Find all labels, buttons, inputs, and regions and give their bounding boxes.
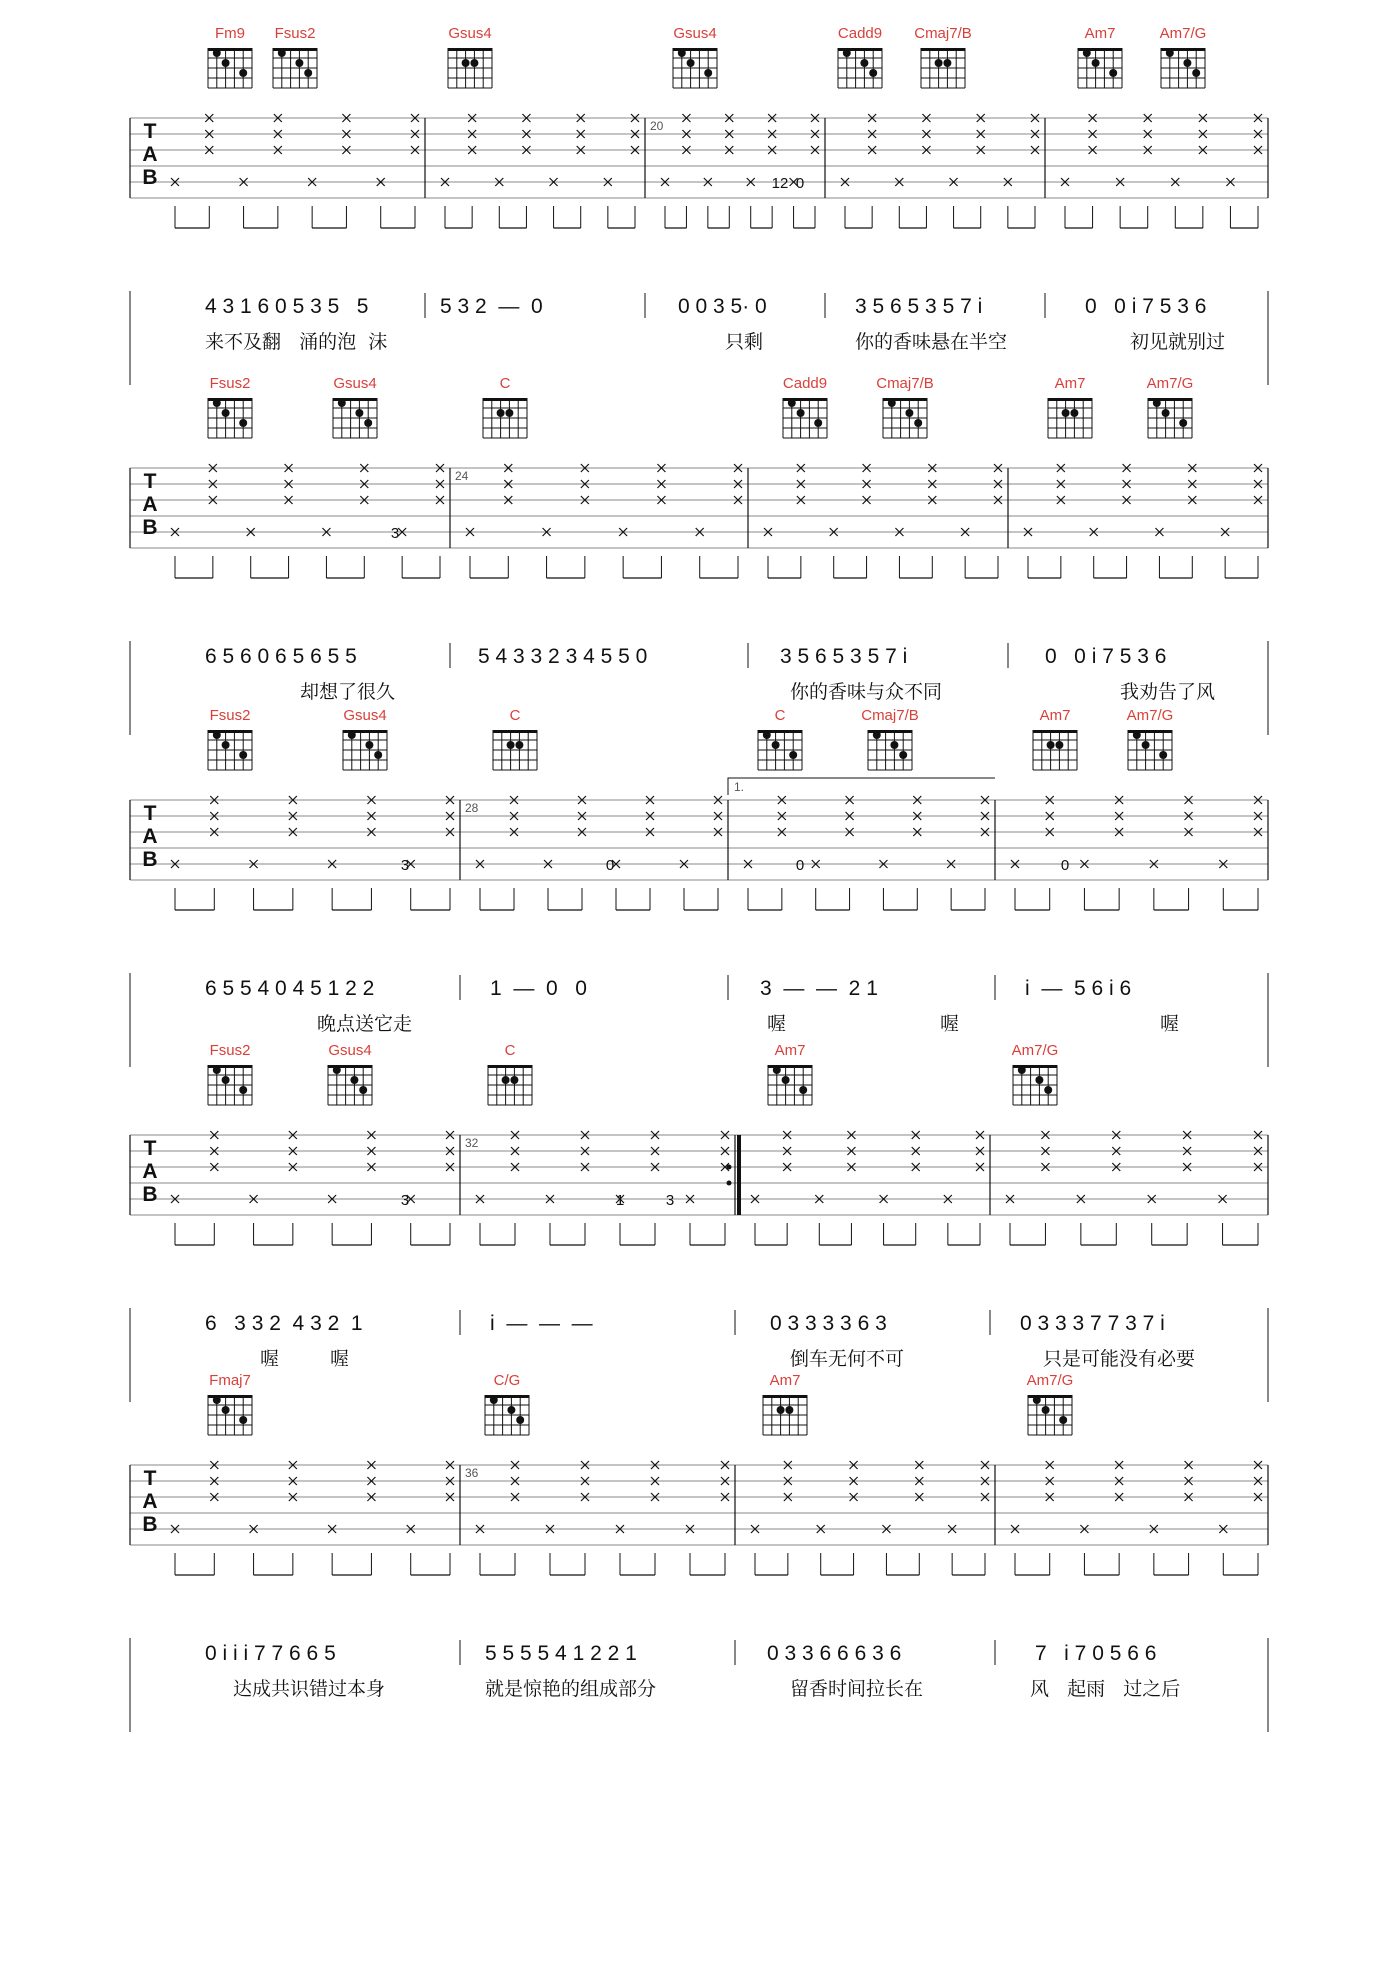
chord-diagram — [328, 1042, 372, 1105]
chord-name: Am7/G — [1026, 1372, 1074, 1389]
measure-number: 24 — [455, 469, 469, 483]
chord-diagram — [1160, 25, 1207, 88]
chord-name: Am7 — [1084, 25, 1116, 42]
notation-measure: 1 — 0 0 — [490, 977, 587, 1000]
chord-diagram — [273, 25, 317, 88]
chord-name: Am7/G — [1146, 375, 1194, 392]
measure-number: 36 — [465, 1466, 479, 1480]
chord-name: Gsus4 — [448, 25, 492, 42]
system-2 — [130, 375, 1268, 735]
chord-name: Fsus2 — [209, 707, 251, 724]
chord-name: C — [499, 375, 511, 392]
lyric-phrase: 喔 — [330, 1348, 350, 1370]
chord-diagram — [1078, 25, 1122, 88]
chord-diagram — [914, 25, 972, 88]
tab-staff — [130, 778, 1268, 910]
tab-annotation: 0 — [795, 175, 805, 192]
notation-measure: 0 0 i 7 5 3 6 — [1085, 295, 1207, 318]
measure-number: 28 — [465, 801, 479, 815]
chord-diagram — [488, 1042, 532, 1105]
lyric-phrase: 喔 — [767, 1013, 787, 1035]
chord-diagram — [208, 375, 252, 438]
notation-measure: 7 i 7 0 5 6 6 — [1035, 1642, 1157, 1665]
lyric-phrase: 喔 — [260, 1348, 280, 1370]
notation-measure: i — 5 6 i 6 — [1025, 977, 1132, 1000]
chord-diagram — [208, 25, 252, 88]
tab-clef-letter: A — [142, 1490, 158, 1513]
chord-name: Fmaj7 — [209, 1372, 251, 1389]
system-1 — [130, 25, 1268, 385]
lyric-phrase: 喔 — [940, 1013, 960, 1035]
notation-measure: 6 5 5 4 0 4 5 1 2 2 — [205, 977, 375, 1000]
tab-clef-letter: A — [142, 143, 158, 166]
tab-clef-letter: A — [142, 1160, 158, 1183]
chord-name: Am7/G — [1159, 25, 1207, 42]
system-5 — [130, 1372, 1268, 1732]
chord-diagram — [768, 1042, 812, 1105]
chord-name: Gsus4 — [328, 1042, 372, 1059]
chord-diagram — [876, 375, 934, 438]
lyrics-line — [300, 680, 1215, 703]
tab-clef-letter: T — [143, 120, 157, 143]
lyric-phrase: 你的香味悬在半空 — [855, 331, 1008, 353]
chord-name: Cmaj7/B — [914, 25, 972, 42]
chord-diagram — [448, 25, 492, 88]
lyric-phrase: 留香时间拉长在 — [790, 1678, 924, 1700]
tab-annotation: 3 — [390, 525, 400, 542]
tab-annotation: 12 — [771, 175, 789, 192]
chord-name: Am7 — [1039, 707, 1071, 724]
chord-name: Cadd9 — [837, 25, 883, 42]
chord-diagram — [208, 707, 252, 770]
lyric-phrase: 却想了很久 — [300, 681, 396, 703]
notation-measure: 4 3 1 6 0 5 3 5 5 — [205, 295, 369, 318]
chord-name: Gsus4 — [343, 707, 387, 724]
chord-diagram — [1012, 1042, 1059, 1105]
tab-clef-letter: B — [142, 1183, 158, 1206]
notation-measure: 0 3 3 3 7 7 3 7 i — [1020, 1312, 1165, 1335]
tab-clef-letter: B — [142, 516, 158, 539]
notation-measure: i — — — — [490, 1312, 593, 1335]
chord-name: Am7/G — [1011, 1042, 1059, 1059]
chord-name: Fsus2 — [209, 375, 251, 392]
tab-clef-letter: B — [142, 1513, 158, 1536]
lyrics-line — [317, 1013, 1179, 1035]
lyric-phrase: 倒车无何不可 — [790, 1348, 905, 1370]
chord-diagram — [783, 375, 827, 438]
tab-clef-letter: T — [143, 1137, 157, 1160]
chord-diagram — [483, 375, 527, 438]
lyric-phrase: 我劝告了风 — [1120, 681, 1216, 703]
tab-staff — [130, 114, 1268, 228]
notation-measure: 5 3 2 — 0 — [440, 295, 543, 318]
lyric-phrase: 你的香味与众不同 — [790, 681, 943, 703]
tab-clef-letter: T — [143, 802, 157, 825]
tab-clef-letter: T — [143, 1467, 157, 1490]
chord-diagram — [861, 707, 919, 770]
lyric-phrase: 风 起雨 过之后 — [1030, 1678, 1181, 1700]
tab-staff — [130, 464, 1268, 578]
notation-measure: 3 5 6 5 3 5 7 i — [780, 645, 908, 668]
notation-measure: 6 3 3 2 4 3 2 1 — [205, 1312, 363, 1335]
chord-diagram — [1033, 707, 1077, 770]
chord-diagram — [493, 707, 537, 770]
chord-name: C — [774, 707, 786, 724]
lyric-phrase: 来不及翻 涌的泡 沫 — [205, 331, 388, 353]
tab-clef-letter: A — [142, 493, 158, 516]
chord-diagram — [208, 1372, 252, 1435]
chord-diagram — [758, 707, 802, 770]
chord-diagram — [208, 1042, 252, 1105]
tab-annotation: 0 — [795, 857, 805, 874]
chord-name: Cmaj7/B — [861, 707, 919, 724]
system-4 — [130, 1042, 1268, 1402]
lyrics-line — [260, 1348, 1195, 1370]
chord-name: Cadd9 — [782, 375, 828, 392]
chord-diagram — [673, 25, 717, 88]
measure-number: 20 — [650, 119, 664, 133]
tab-annotation: 0 — [605, 857, 615, 874]
tab-annotation: 0 — [1060, 857, 1070, 874]
chord-diagram — [763, 1372, 807, 1435]
numbered-notation — [130, 973, 1268, 1067]
lyrics-line — [205, 331, 1225, 353]
notation-measure: 0 3 3 3 3 6 3 — [770, 1312, 887, 1335]
chord-diagram — [333, 375, 377, 438]
notation-measure: 0 3 3 6 6 6 3 6 — [767, 1642, 902, 1665]
notation-measure: 0 0 i 7 5 3 6 — [1045, 645, 1167, 668]
system-3 — [130, 707, 1268, 1067]
tab-annotation: 3 — [400, 857, 410, 874]
chord-name: C/G — [493, 1372, 521, 1389]
measure-number: 32 — [465, 1136, 479, 1150]
lyric-phrase: 晚点送它走 — [317, 1013, 413, 1035]
chord-name: C — [504, 1042, 516, 1059]
lyric-phrase: 只剩 — [725, 331, 764, 353]
lyric-phrase: 初见就别过 — [1130, 331, 1226, 353]
chord-name: Cmaj7/B — [876, 375, 934, 392]
tab-annotation: 1 — [615, 1192, 625, 1209]
chord-diagram — [1127, 707, 1174, 770]
tab-clef-letter: A — [142, 825, 158, 848]
lyric-phrase: 只是可能没有必要 — [1043, 1348, 1196, 1370]
notation-measure: 3 — — 2 1 — [760, 977, 878, 1000]
lyric-phrase: 喔 — [1160, 1013, 1180, 1035]
chord-diagram — [1147, 375, 1194, 438]
tab-annotation: 3 — [665, 1192, 675, 1209]
chord-name: Fsus2 — [209, 1042, 251, 1059]
chord-diagram — [1027, 1372, 1074, 1435]
lyric-phrase: 就是惊艳的组成部分 — [485, 1678, 657, 1700]
chord-name: Gsus4 — [333, 375, 377, 392]
notation-measure: 3 5 6 5 3 5 7 i — [855, 295, 983, 318]
notation-measure: 0 0 3 5· 0 — [678, 295, 767, 318]
tab-clef-letter: B — [142, 166, 158, 189]
chord-name: Am7/G — [1126, 707, 1174, 724]
tab-staff — [130, 1131, 1268, 1245]
chord-name: C — [509, 707, 521, 724]
chord-name: Fsus2 — [274, 25, 316, 42]
tab-clef-letter: B — [142, 848, 158, 871]
lyric-phrase: 达成共识错过本身 — [233, 1678, 386, 1700]
notation-measure: 0 i i i 7 7 6 6 5 — [205, 1642, 336, 1665]
chord-name: Am7 — [769, 1372, 801, 1389]
chord-name: Fm9 — [215, 25, 245, 42]
chord-name: Am7 — [1054, 375, 1086, 392]
notation-measure: 6 5 6 0 6 5 6 5 5 — [205, 645, 357, 668]
chord-diagram — [838, 25, 882, 88]
notation-measure: 5 5 5 5 4 1 2 2 1 — [485, 1642, 637, 1665]
chord-diagram — [1048, 375, 1092, 438]
tab-annotation: 3 — [400, 1192, 410, 1209]
chord-diagram — [343, 707, 387, 770]
chord-name: Am7 — [774, 1042, 806, 1059]
volta-label: 1. — [734, 780, 745, 794]
notation-measure: 5 4 3 3 2 3 4 5 5 0 — [478, 645, 648, 668]
tab-staff — [130, 1461, 1268, 1575]
tab-clef-letter: T — [143, 470, 157, 493]
chord-diagram — [485, 1372, 529, 1435]
lyrics-line — [233, 1678, 1180, 1700]
chord-name: Gsus4 — [673, 25, 717, 42]
